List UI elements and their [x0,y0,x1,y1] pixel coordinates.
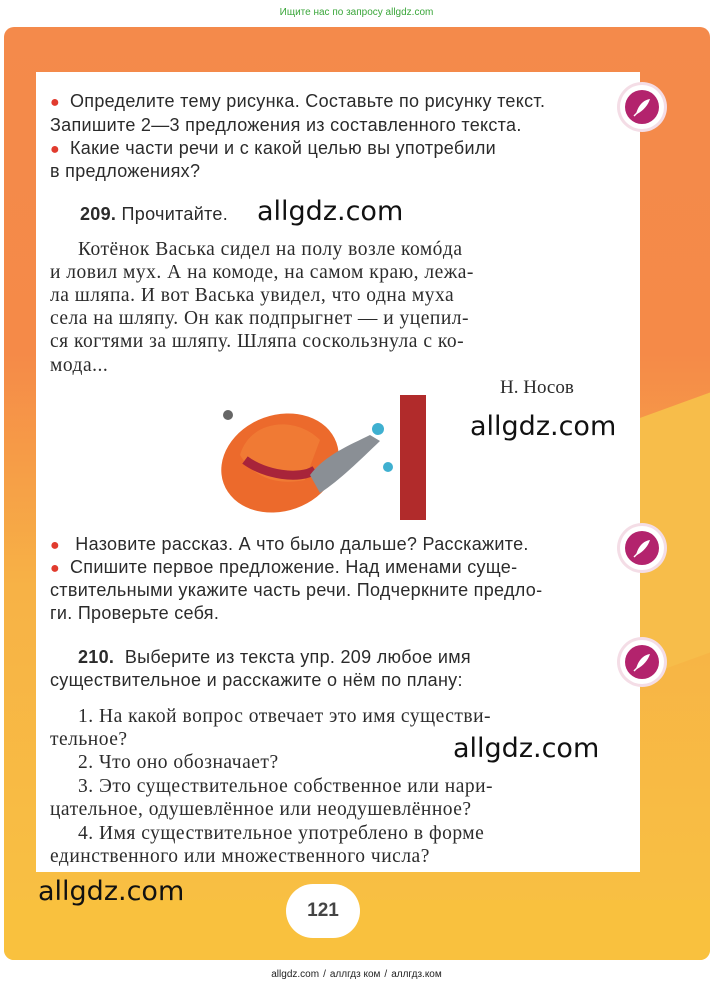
task-line: существительное и расскажите о нём по плану: [50,670,463,690]
task-line: ● Какие части речи и с какой целью вы употребили [50,138,496,158]
watermark: allgdz.com [257,196,404,227]
watermark: allgdz.com [453,733,600,764]
plan-item: 2. Что оно обозначает? [78,752,279,773]
plan-item: тельное? [50,729,128,750]
footer-link[interactable]: аллгдз.ком [391,969,442,980]
write-task-icon [620,526,664,570]
task-line: ● Спишите первое предложение. Над именами суще- [50,557,518,577]
footer [0,962,713,988]
task-line: в предложениях? [50,161,201,181]
bullet-icon: ● [50,141,60,158]
cat-hat-illustration [210,385,430,520]
bullet-icon: ● [50,560,60,577]
author-name: Н. Носов [500,377,574,398]
watermark: allgdz.com [470,411,617,442]
task-line: ги. Проверьте себя. [50,603,220,623]
text-line: села на шляпу. Он как подпрыгнет — и уцепил- [50,308,469,329]
bullet-icon: ● [50,94,60,111]
text-line: Котёнок Васька сидел на полу возле комóда [78,239,463,260]
footer-link[interactable]: allgdz.com [271,969,320,980]
task-line: ствительными укажите часть речи. Подчеркните предло- [50,580,543,600]
watermark: allgdz.com [38,876,185,907]
plan-item: 4. Имя существительное употреблено в форме [78,823,485,844]
text-line: и ловил мух. А на комоде, на самом краю, лежа- [50,262,474,283]
write-task-icon [620,640,664,684]
text-line: ся когтями за шляпу. Шляпа соскользнула с ко- [50,331,465,352]
footer-link[interactable]: аллгдз ком [329,969,381,980]
footer-separator: / [384,969,388,980]
page-number: 121 [286,884,360,938]
top-banner[interactable]: Ищите нас по запросу allgdz.com [279,7,434,18]
task-line: ● Назовите рассказ. А что было дальше? Расскажите. [50,534,529,554]
plan-item: цательное, одушевлённое или неодушевлённое? [50,799,472,820]
plan-item: 3. Это существительное собственное или нари- [78,776,494,797]
task-line: ● Определите тему рисунка. Составьте по рисунку текст. [50,91,546,111]
task-line: Запишите 2—3 предложения из составленного текста. [50,115,522,135]
bullet-icon: ● [50,537,60,554]
exercise-209-heading: 209. Прочитайте. [80,204,229,224]
text-line: мода... [50,355,109,376]
footer-separator: / [323,969,326,980]
plan-item: единственного или множественного числа? [50,846,430,867]
write-task-icon [620,85,664,129]
exercise-210-heading: 210. Выберите из текста упр. 209 любое имя [78,647,471,667]
text-line: ла шляпа. И вот Васька увидел, что одна муха [50,285,455,306]
plan-item: 1. На какой вопрос отвечает это имя существи- [78,706,492,727]
